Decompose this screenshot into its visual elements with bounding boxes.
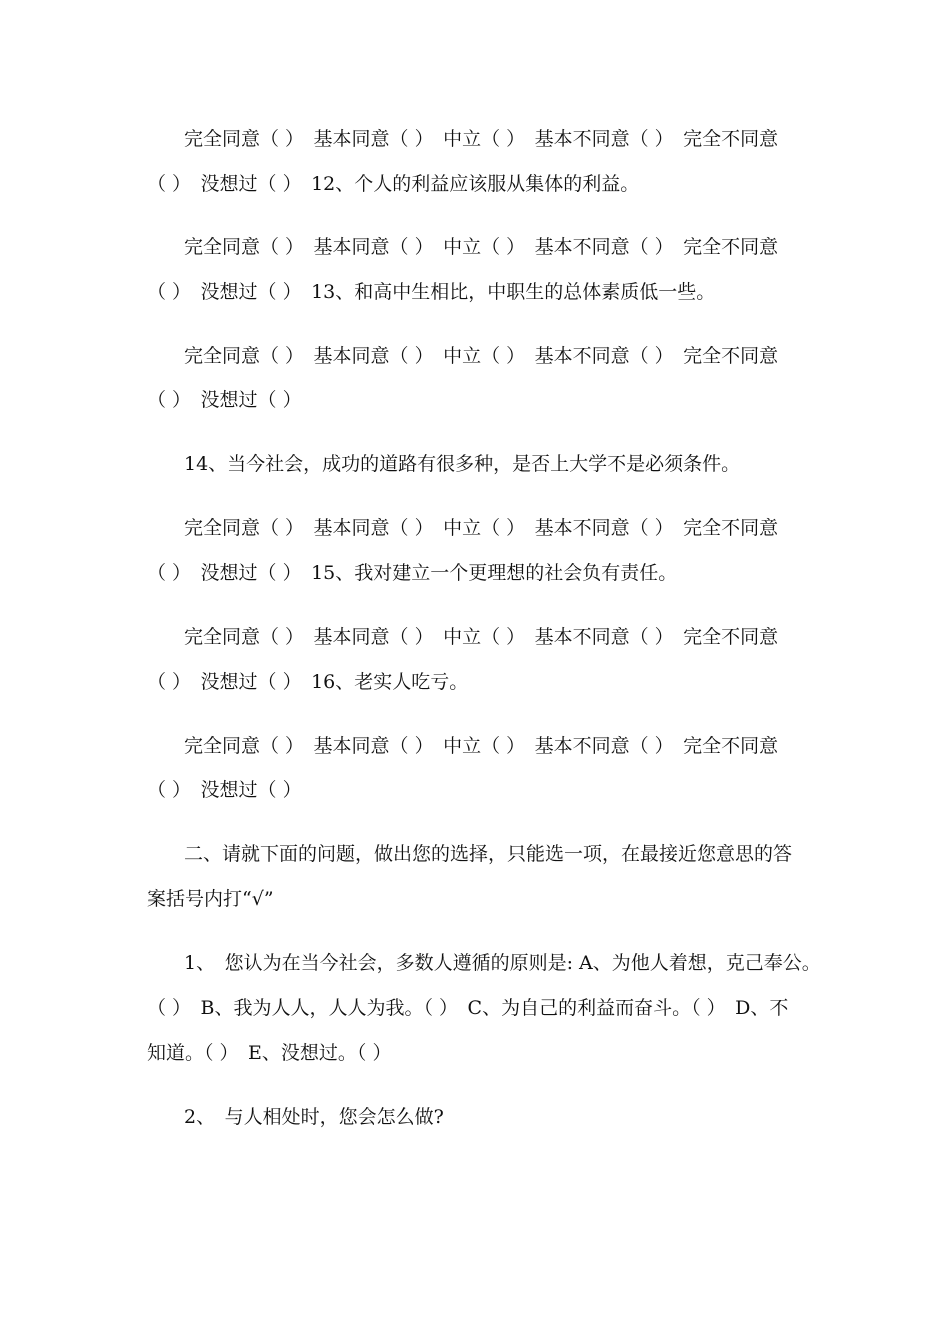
options-line-q13: 完全同意（ ） 基本同意（ ） 中立（ ） 基本不同意（ ） 完全不同意 [184, 345, 779, 367]
options-line-q15: 完全同意（ ） 基本同意（ ） 中立（ ） 基本不同意（ ） 完全不同意 [184, 626, 779, 648]
options-line-q12: 完全同意（ ） 基本同意（ ） 中立（ ） 基本不同意（ ） 完全不同意 [184, 236, 779, 258]
question-14-line: 14、当今社会，成功的道路有很多种，是否上大学不是必须条件。 [184, 453, 741, 475]
section-2-heading: 二、请就下面的问题，做出您的选择，只能选一项，在最接近您意思的答 [184, 843, 793, 865]
options-line-q16-end: （ ） 没想过（ ） [147, 779, 302, 801]
section-2-heading-cont: 案括号内打“√” [147, 888, 274, 910]
mc-question-1-options: （ ） B、我为人人，人人为我。（ ） C、为自己的利益而奋斗。（ ） D、不 [147, 997, 789, 1019]
question-16-line: （ ） 没想过（ ） 16、老实人吃亏。 [147, 671, 469, 693]
mc-question-2: 2、 与人相处时，您会怎么做? [184, 1106, 444, 1128]
question-15-line: （ ） 没想过（ ） 15、我对建立一个更理想的社会负有责任。 [147, 562, 678, 584]
options-line-q14: 完全同意（ ） 基本同意（ ） 中立（ ） 基本不同意（ ） 完全不同意 [184, 517, 779, 539]
options-line-q11: 完全同意（ ） 基本同意（ ） 中立（ ） 基本不同意（ ） 完全不同意 [184, 128, 779, 150]
options-line-q13-end: （ ） 没想过（ ） [147, 389, 302, 411]
mc-question-1: 1、 您认为在当今社会，多数人遵循的原则是: A、为他人着想，克己奉公。 [184, 952, 821, 974]
options-line-q16: 完全同意（ ） 基本同意（ ） 中立（ ） 基本不同意（ ） 完全不同意 [184, 735, 779, 757]
question-13-line: （ ） 没想过（ ） 13、和高中生相比，中职生的总体素质低一些。 [147, 281, 716, 303]
mc-question-1-options-end: 知道。（ ） E、没想过。（ ） [147, 1042, 392, 1064]
question-12-line: （ ） 没想过（ ） 12、个人的利益应该服从集体的利益。 [147, 173, 640, 195]
